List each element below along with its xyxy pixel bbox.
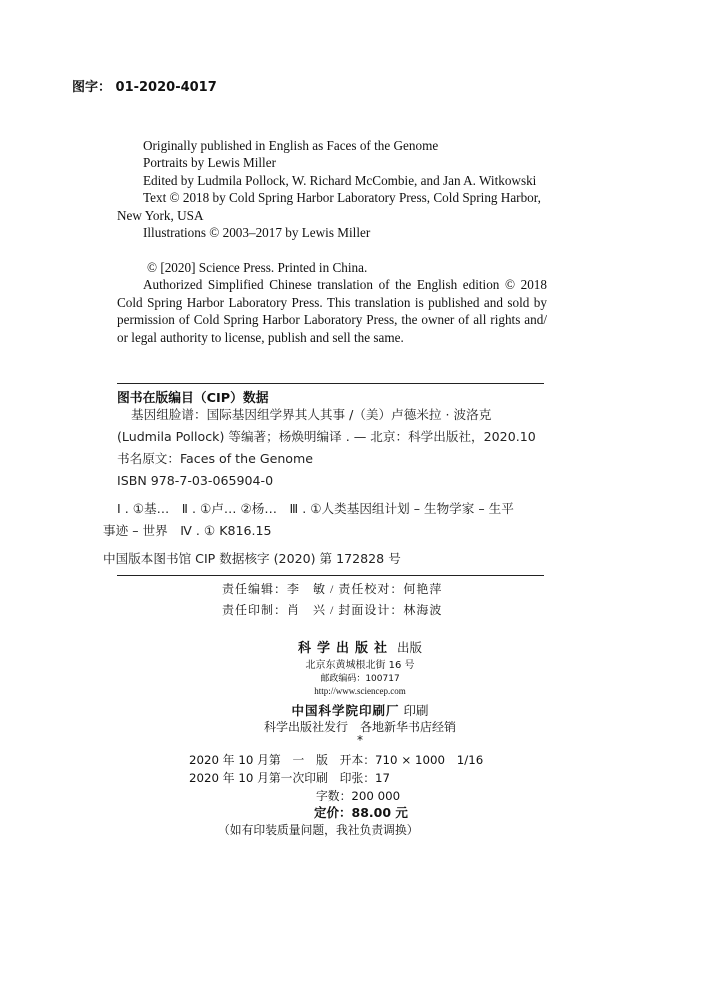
publisher-postal-code: 邮政编码：100717 [320, 674, 400, 684]
authorization-statement: Authorized Simplified Chinese translation of the English edition © 2018 Cold Spring Harbor Laboratory Press. This translation is published and sold by permission of Cold Spring Harbor Laboratory Press, the owner of all rights and/ or legal authority to license, publish and sell the same. [117, 277, 547, 345]
publisher-logo: 科学出版社 [297, 641, 393, 656]
printer-logo: 中国科学院印刷厂 [291, 703, 400, 718]
publisher-line [0, 637, 720, 657]
contract-number: 图字： 01-2020-4017 [72, 80, 217, 95]
cip-isbn: ISBN 978-7-03-065904-0 [117, 473, 274, 488]
credits-line-1: 责任编辑：李 敏 / 责任校对：何艳萍 [222, 582, 443, 596]
printer-suffix: 印刷 [403, 703, 429, 718]
quality-notice: （如有印装质量问题，我社负责调换） [218, 823, 419, 837]
original-title-line: Originally published in English as Faces of the Genome [143, 138, 439, 153]
authorization-block [117, 259, 547, 346]
word-count: 字数：200 000 [316, 789, 401, 803]
publisher-url: http://www.sciencep.com [314, 686, 406, 696]
distribution-line: 科学出版社发行 各地新华书店经销 [263, 720, 456, 734]
publisher-address: 北京东黄城根北街 16 号 [305, 660, 415, 671]
credits-line-2: 责任印制：肖 兴 / 封面设计：林海波 [222, 603, 443, 617]
cip-record [103, 404, 544, 570]
text-copyright-location: New York, USA [117, 207, 204, 223]
portraits-line: Portraits by Lewis Miller [143, 155, 276, 171]
cip-library-record: 中国版本图书馆 CIP 数据核字 (2020) 第 172828 号 [103, 551, 401, 566]
separator-star: * [357, 733, 363, 747]
science-press-copyright: © [2020] Science Press. Printed in China. [147, 260, 368, 275]
cip-classification-2: 事迹 – 世界 Ⅳ . ① K816.15 [103, 523, 272, 538]
cip-top-divider [117, 383, 544, 384]
cip-classification-1: Ⅰ . ①基… Ⅱ . ①卢… ②杨… Ⅲ . ①人类基因组计划 – 生物学家 – 生平 [117, 501, 514, 516]
original-publication-info [117, 137, 547, 241]
price: 定价：88.00 元 [314, 805, 408, 820]
publisher-suffix: 出版 [397, 640, 423, 655]
edition-line: 2020 年 10 月第 一 版 开本：710 × 1000 1/16 [189, 753, 484, 767]
cip-author-line: (Ludmila Pollock) 等编著；杨焕明编译 . — 北京：科学出版社，2020.10 [117, 429, 536, 444]
printing-line: 2020 年 10 月第一次印刷 印张：17 [189, 771, 391, 785]
text-copyright-line: Text © 2018 by Cold Spring Harbor Laboratory Press, Cold Spring Harbor, [143, 190, 541, 206]
editors-line: Edited by Ludmila Pollock, W. Richard McCombie, and Jan A. Witkowski [143, 172, 537, 188]
cip-bottom-divider [117, 575, 544, 576]
cip-heading: 图书在版编目（CIP）数据 [117, 391, 269, 406]
cip-original-title: 书名原文：Faces of the Genome [117, 451, 314, 466]
cip-title-line: 基因组脸谱：国际基因组学界其人其事 /（美）卢德米拉 · 波洛克 [131, 407, 492, 422]
illustrations-copyright-line: Illustrations © 2003–2017 by Lewis Miller [143, 225, 371, 241]
